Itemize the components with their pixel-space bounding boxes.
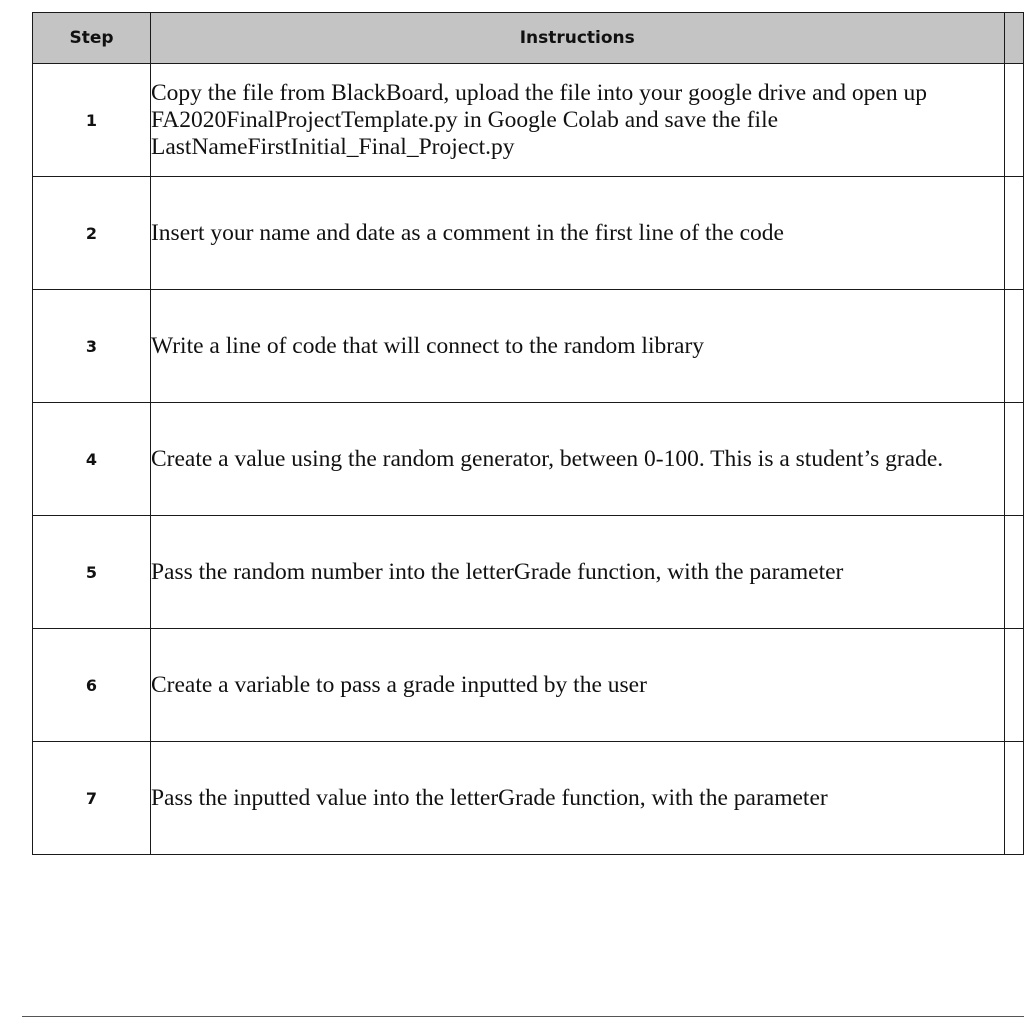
step-instruction: Insert your name and date as a comment in the first line of the code: [150, 177, 1004, 290]
clipped-cell: [1004, 742, 1024, 855]
step-number: 6: [33, 629, 151, 742]
table-row: [33, 516, 1024, 629]
step-number: 3: [33, 290, 151, 403]
clipped-cell: [1004, 516, 1024, 629]
table-row: [33, 64, 1024, 177]
table-row: [33, 290, 1024, 403]
clipped-cell: [1004, 403, 1024, 516]
step-number: 5: [33, 516, 151, 629]
page-bottom-divider: [22, 1016, 1024, 1017]
clipped-cell: [1004, 64, 1024, 177]
clipped-cell: [1004, 290, 1024, 403]
step-instruction: Create a value using the random generator, between 0-100. This is a student’s grade.: [150, 403, 1004, 516]
table-row: [33, 403, 1024, 516]
table-row: [33, 177, 1024, 290]
table-header-row: [33, 13, 1024, 64]
table-row: [33, 742, 1024, 855]
step-instruction: Write a line of code that will connect to the random library: [150, 290, 1004, 403]
clipped-cell: [1004, 629, 1024, 742]
step-number: 7: [33, 742, 151, 855]
step-number: 4: [33, 403, 151, 516]
step-column-header: Step: [33, 13, 151, 64]
table-row: [33, 629, 1024, 742]
clipped-cell: [1004, 177, 1024, 290]
clipped-column-header: [1004, 13, 1024, 64]
instructions-table: [32, 12, 1024, 855]
step-instruction: Pass the inputted value into the letterGrade function, with the parameter: [150, 742, 1004, 855]
instructions-column-header: Instructions: [150, 13, 1004, 64]
step-number: 2: [33, 177, 151, 290]
step-instruction: Pass the random number into the letterGrade function, with the parameter: [150, 516, 1004, 629]
step-instruction: Copy the file from BlackBoard, upload the file into your google drive and open up FA2020FinalProjectTemplate.py in Google Colab and save the file LastNameFirstInitial_Final_Project.py: [150, 64, 1004, 177]
step-number: 1: [33, 64, 151, 177]
step-instruction: Create a variable to pass a grade inputted by the user: [150, 629, 1004, 742]
